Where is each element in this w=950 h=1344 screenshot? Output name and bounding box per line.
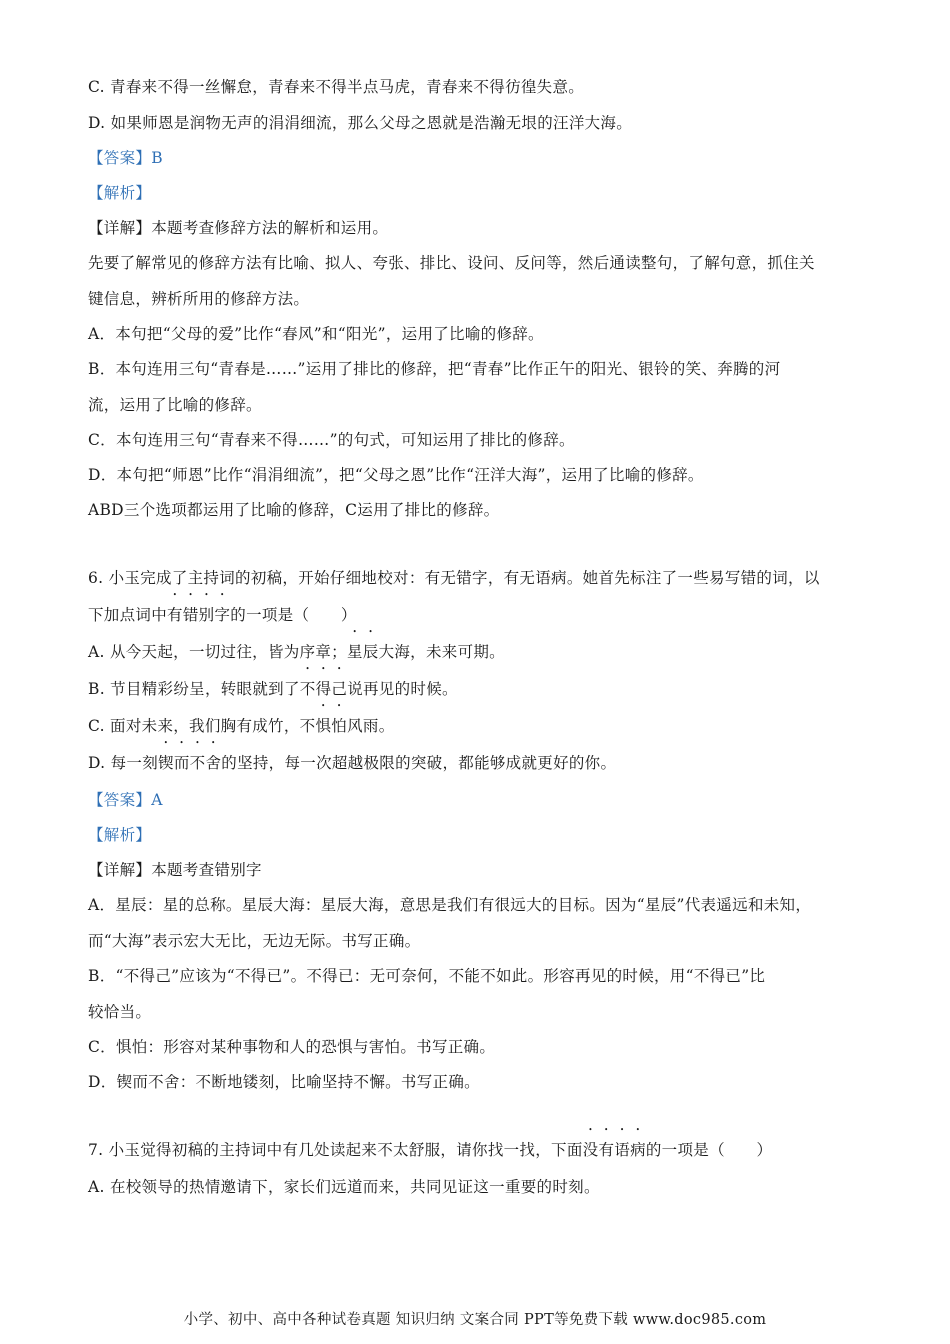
q5-analysis-label: 【解析】 [88,184,152,202]
q6-option-a: A. 从今天起，一切过往，皆为序章；星辰大海，未来可期。 [88,643,505,661]
emphasis-char: 不 [189,754,206,772]
q5-intro-line1: 先要了解常见的修辞方法有比喻、拟人、夸张、排比、设问、反问等，然后通读整句，了解句意，抓住关 [88,254,815,272]
q6-option-a-dotted [347,643,379,661]
q6-answer: 【答案】A [88,791,163,809]
q5-answer: 【答案】B [88,149,163,167]
q7-stem: 7. 小玉觉得初稿的主持词中有几处读起来不太舒服，请你找一找，下面没有语病的一项是（ ） [88,1141,773,1159]
q5-explain-b-line1: B．本句连用三句“青春是……”运用了排比的修辞，把“青春”比作正午的阳光、银铃的笑、奔腾的河 [88,360,781,378]
q5-option-c: C. 青春来不得一丝懈怠，青春来不得半点马虎，青春来不得彷徨失意。 [88,78,585,96]
emphasis-char: 别 [198,606,215,624]
emphasis-char: 舍 [205,754,222,772]
q5-explain-d: D．本句把“师恩”比作“涓涓细流”，把“父母之恩”比作“汪洋大海”，运用了比喻的修辞。 [88,466,704,484]
page-footer: 小学、初中、高中各种试卷真题 知识归纳 文案合同 PPT等免费下载 www.doc985.com [183,1312,767,1328]
emphasis-char: 辰 [362,643,379,661]
q6-explain-a-line2: 而“大海”表示宏大无比，无边无际。书写正确。 [88,932,421,950]
emphasis-char: 不 [299,680,316,698]
q5-explain-a: A．本句把“父母的爱”比作“春风”和“阳光”，运用了比喻的修辞。 [88,325,544,343]
emphasis-char: 语 [614,1141,631,1159]
emphasis-char: 错 [182,606,199,624]
q5-explain-c: C．本句连用三句“青春来不得……”的句式，可知运用了排比的修辞。 [88,431,575,449]
emphasis-char: 怕 [331,717,348,735]
q6-option-b-dotted [300,680,347,698]
q6-emphasis-dots [167,606,230,624]
q6-explain-c: C．惧怕：形容对某种事物和人的恐惧与害怕。书写正确。 [88,1038,496,1056]
q5-explain-b-line2: 流，运用了比喻的修辞。 [88,396,262,414]
q6-explain-d: D．锲而不舍：不断地镂刻，比喻坚持不懈。书写正确。 [88,1073,480,1091]
emphasis-char: 惧 [315,717,332,735]
q6-option-d: D. 每一刻锲而不舍的坚持，每一次超越极限的突破，都能够成就更好的你。 [88,754,617,772]
q5-detail: 【详解】本题考查修辞方法的解析和运用。 [88,219,389,237]
q5-summary: ABD三个选项都运用了比喻的修辞，C运用了排比的修辞。 [88,501,500,519]
q6-option-d-dotted [158,754,221,772]
emphasis-char: 星 [346,643,363,661]
q6-option-b: B. 节目精彩纷呈，转眼就到了不得己说再见的时候。 [88,680,458,698]
emphasis-char: 得 [315,680,332,698]
q5-intro-line2: 键信息，辨析所用的修辞方法。 [88,290,310,308]
emphasis-char: 字 [214,606,231,624]
emphasis-char: 己 [331,680,348,698]
q6-detail: 【详解】本题考查错别字 [88,861,262,879]
q7-emphasis-dots [583,1141,646,1159]
q6-explain-b-line2: 较恰当。 [88,1003,152,1021]
emphasis-char: 锲 [158,754,174,772]
q6-option-c: C. 面对未来，我们胸有成竹，不惧怕风雨。 [88,717,395,735]
q6-stem-line2: 下加点词中有错别字的一项是（ ） [88,606,357,624]
q6-option-c-dotted [315,717,347,735]
emphasis-char: 有 [598,1141,615,1159]
q6-explain-b-line1: B．“不得己”应该为“不得已”。不得已：无可奈何，不能不如此。形容再见的时候，用“不得已”比 [88,967,766,985]
q6-explain-a-line1: A．星辰：星的总称。星辰大海：星辰大海，意思是我们有很远大的目标。因为“星辰”代表遥远和未知， [88,896,812,914]
q5-option-d: D. 如果师恩是润物无声的涓涓细流，那么父母之恩就是浩瀚无垠的汪洋大海。 [88,114,633,132]
emphasis-char: 有 [167,606,183,624]
emphasis-char: 没 [582,1141,599,1159]
q7-option-a: A. 在校领导的热情邀请下，家长们远道而来，共同见证这一重要的时刻。 [88,1178,600,1196]
emphasis-char: 病 [630,1141,646,1159]
q6-analysis-label: 【解析】 [88,826,152,844]
q6-stem-line1: 6. 小玉完成了主持词的初稿，开始仔细地校对：有无错字，有无语病。她首先标注了一些易写错的词，以 [88,569,820,587]
emphasis-char: 而 [173,754,190,772]
